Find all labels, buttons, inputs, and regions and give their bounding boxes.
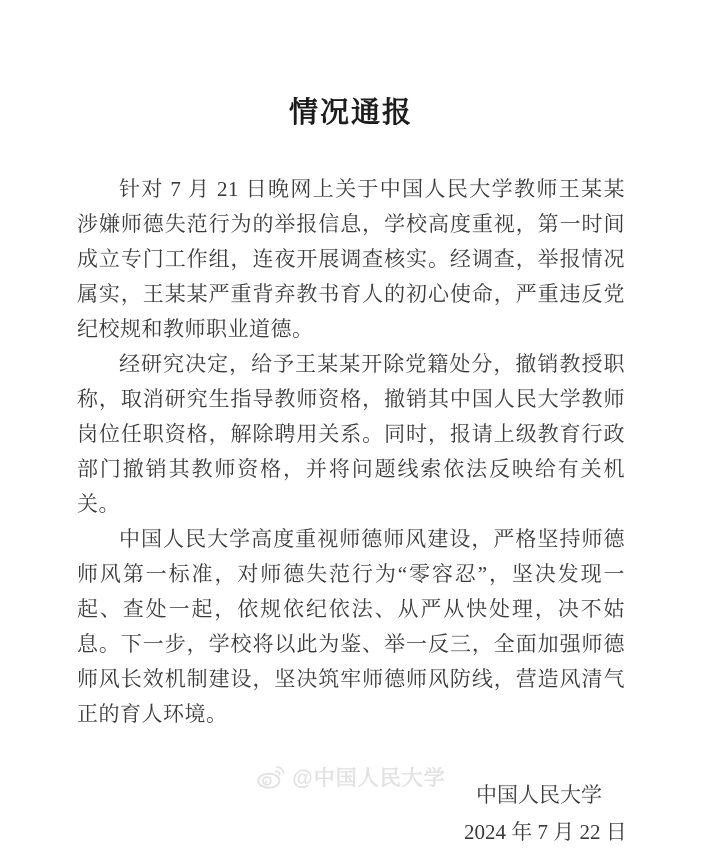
weibo-icon <box>256 765 285 790</box>
weibo-watermark <box>0 762 702 792</box>
notice-title: 情况通报 <box>288 97 413 129</box>
notice-paragraph-3: 中国人民大学高度重视师德师风建设，严格坚持师德师风第一标准，对师德失范行为“零容忍”，坚决发现一起、查处一起，依规依纪依法、从严从快处理，决不姑息。下一步，学校将以此为鉴、举一反三，全面加强师德师风长效机制建设，坚决筑牢师德师风防线，营造风清气正的育人环境。 <box>77 527 625 726</box>
signature-date: 2024 年 7 月 22 日 <box>464 820 627 844</box>
notice-paragraph-2: 经研究决定，给予王某某开除党籍处分，撤销教授职称，取消研究生指导教师资格，撤销其中国人民大学教师岗位任职资格，解除聘用关系。同时，报请上级教育行政部门撤销其教师资格，并将问题线索依法反映给有关机关。 <box>77 352 625 516</box>
signature-org: 中国人民大学 <box>476 783 602 807</box>
notice-body <box>77 172 625 732</box>
watermark-text: @中国人民大学 <box>292 767 446 790</box>
notice-paragraph-1: 针对 7 月 21 日晚网上关于中国人民大学教师王某某涉嫌师德失范行为的举报信息，学校高度重视，第一时间成立专门工作组，连夜开展调查核实。经调查，举报情况属实，王某某严重背弃教书育人的初心使命，严重违反党纪校规和教师职业道德。 <box>77 177 625 341</box>
